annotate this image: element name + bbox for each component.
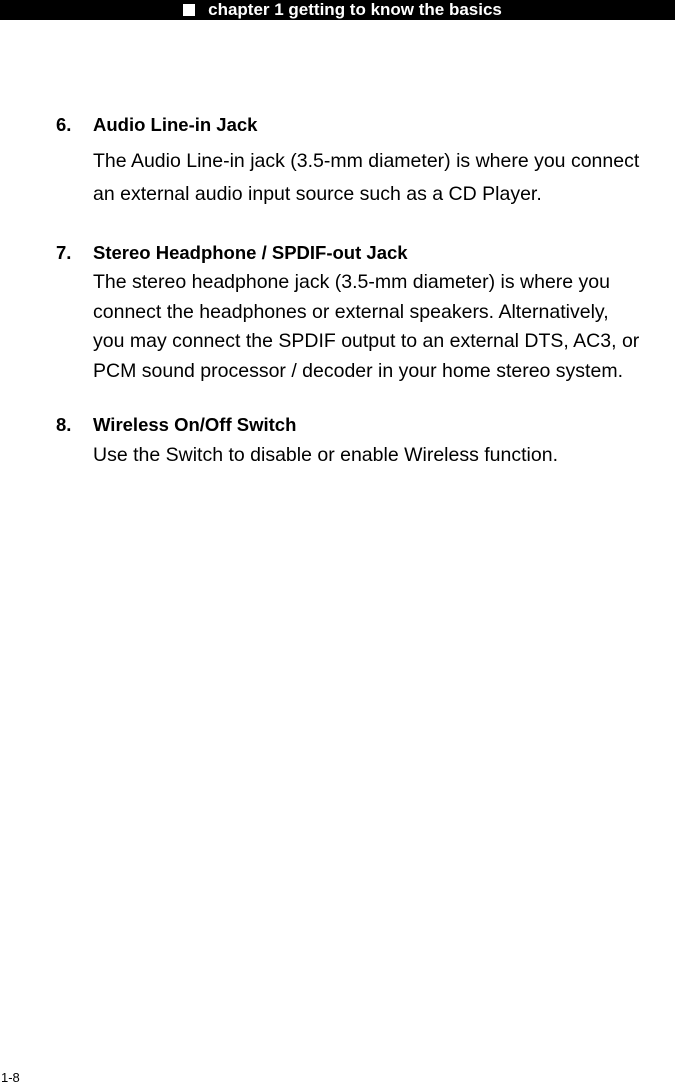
chapter-title: chapter 1 getting to know the basics [208,0,502,19]
body-line: connect the headphones or external speakers. Alternatively, [93,300,609,323]
section-heading [56,114,257,136]
section-body [93,441,675,471]
chapter-header [0,0,675,20]
body-line: an external audio input source such as a CD Player. [93,183,542,205]
body-line: Use the Switch to disable or enable Wireless function. [93,444,558,466]
body-line: The stereo headphone jack (3.5-mm diameter) is where you [93,271,610,293]
section-number: 6. [56,114,72,135]
section-title: Wireless On/Off Switch [93,414,297,435]
body-line: PCM sound processor / decoder in your home stereo system. [93,359,623,382]
section-title: Stereo Headphone / SPDIF-out Jack [93,242,408,263]
square-bullet-icon [183,4,195,16]
section-body [93,268,675,386]
page-number: 1-8 [1,1070,20,1085]
section-heading [56,242,408,264]
section-body [93,145,675,211]
body-line: you may connect the SPDIF output to an external DTS, AC3, or [93,330,640,352]
section-title: Audio Line-in Jack [93,114,258,135]
body-line: The Audio Line-in jack (3.5-mm diameter) is where you connect [93,150,640,172]
section-number: 8. [56,414,72,435]
section-heading [56,414,296,436]
section-number: 7. [56,242,72,263]
